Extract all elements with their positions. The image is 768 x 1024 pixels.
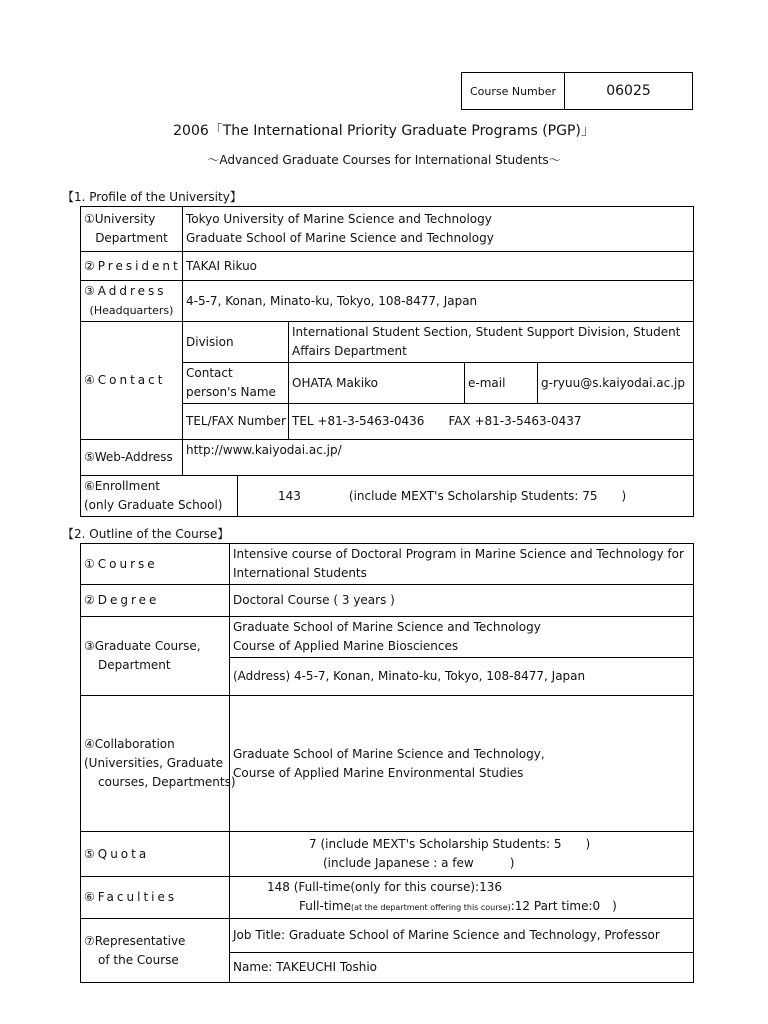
graduate-course-value: Graduate School of Marine Science and Technology Course of Applied Marine Biosciences [230, 617, 694, 658]
web-address-label: ⑤Web-Address [81, 440, 183, 476]
president-label: ②President [81, 252, 183, 281]
web-address-value: http://www.kaiyodai.ac.jp/ [183, 440, 694, 476]
faculties-dept-note: (at the department offering this course) [350, 903, 511, 912]
course-label: ①Course [81, 544, 230, 585]
document-subtitle: ～Advanced Graduate Courses for International Students～ [207, 153, 561, 167]
quota-value: 7 (include MEXT's Scholarship Students: 5 ) (include Japanese : a few ) [230, 832, 694, 877]
document-title: 2006「The International Priority Graduate Programs (PGP)」 [173, 123, 595, 139]
telfax-value: TEL +81-3-5463-0436 FAX +81-3-5463-0437 [289, 404, 694, 440]
division-value: International Student Section, Student Support Division, Student Affairs Department [289, 322, 694, 363]
faculties-label: ⑥Faculties [81, 877, 230, 919]
contact-person-value: OHATA Makiko [289, 363, 465, 404]
representative-name: Name: TAKEUCHI Toshio [230, 953, 694, 983]
president-value: TAKAI Rikuo [183, 252, 694, 281]
faculties-value: 148 (Full-time(only for this course):136 Full-time(at the department offering this course):12 Part time:0 ) [230, 877, 694, 919]
address-label: ③Address (Headquarters) [81, 281, 183, 322]
enrollment-value: 143 (include MEXT's Scholarship Students: 75 ) [278, 488, 627, 503]
university-value: Tokyo University of Marine Science and Technology Graduate School of Marine Science and Technology [183, 207, 694, 252]
section2-heading: 【2. Outline of the Course】 [62, 527, 230, 541]
representative-job-title: Job Title: Graduate School of Marine Science and Technology, Professor [230, 919, 694, 953]
degree-label: ②Degree [81, 585, 230, 617]
faculties-fulltime-label: Full-time [299, 899, 351, 913]
division-label: Division [183, 322, 289, 363]
course-number-label: Course Number [462, 73, 565, 110]
email-label: e-mail [465, 363, 538, 404]
course-outline-table [80, 543, 694, 983]
course-number-box [461, 72, 693, 110]
contact-person-label: Contact person's Name [183, 363, 289, 404]
degree-value: Doctoral Course ( 3 years ) [230, 585, 694, 617]
university-label: ①University Department [81, 207, 183, 252]
telfax-label: TEL/FAX Number [183, 404, 289, 440]
university-profile-table [80, 206, 694, 517]
contact-label: ④Contact [81, 322, 183, 440]
graduate-course-address: (Address) 4-5-7, Konan, Minato-ku, Tokyo, 108-8477, Japan [230, 658, 694, 696]
section1-heading: 【1. Profile of the University】 [62, 190, 242, 204]
collaboration-value: Graduate School of Marine Science and Technology, Course of Applied Marine Environmental Studies [230, 696, 694, 832]
graduate-course-label: ③Graduate Course, Department [81, 617, 230, 696]
faculties-counts: :12 Part time:0 ) [510, 899, 617, 913]
representative-label: ⑦Representative of the Course [81, 919, 230, 983]
quota-label: ⑤Quota [81, 832, 230, 877]
collaboration-label: ④Collaboration (Universities, Graduate courses, Departments) [81, 696, 230, 832]
course-value: Intensive course of Doctoral Program in Marine Science and Technology for International Students [230, 544, 694, 585]
enrollment-row [81, 476, 694, 517]
email-value: g-ryuu@s.kaiyodai.ac.jp [538, 363, 694, 404]
address-value: 4-5-7, Konan, Minato-ku, Tokyo, 108-8477, Japan [183, 281, 694, 322]
course-number-value: 06025 [565, 73, 693, 110]
enrollment-label: ⑥Enrollment (only Graduate School) [81, 476, 238, 516]
